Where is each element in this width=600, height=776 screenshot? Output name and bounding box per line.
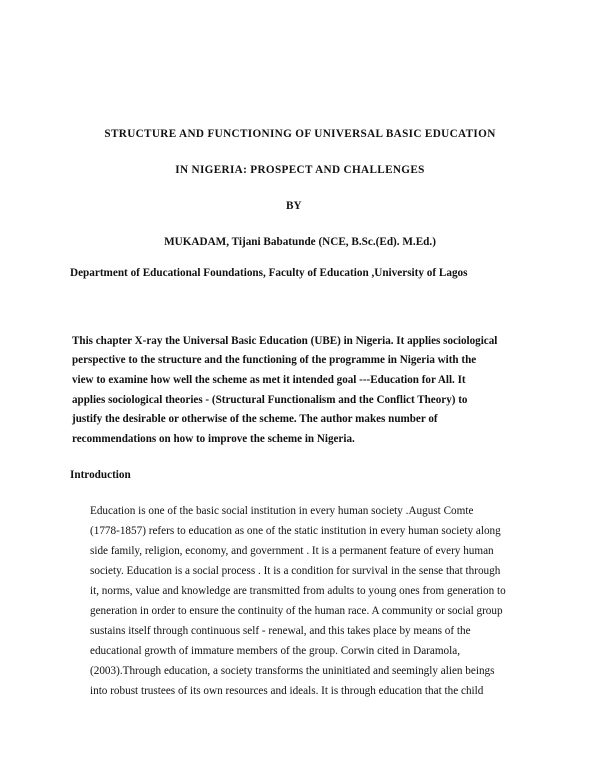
body-line: sustains itself through continuous self - renewal, and this takes place by means of the <box>90 625 471 637</box>
body-line: into robust trustees of its own resources and ideals. It is through education that the child <box>90 685 484 697</box>
section-heading: Introduction <box>70 469 131 481</box>
body-line: generation in order to ensure the continuity of the human race. A community or social group <box>90 605 503 617</box>
body-line: (1778-1857) refers to education as one of the static institution in every human society along <box>90 525 501 537</box>
author-line: MUKADAM, Tijani Babatunde (NCE, B.Sc.(Ed). M.Ed.) <box>164 236 436 248</box>
affiliation-line: Department of Educational Foundations, Faculty of Education ,University of Lagos <box>70 267 468 279</box>
body-line: educational growth of immature members of the group. Corwin cited in Daramola, <box>90 645 461 657</box>
body-line: Education is one of the basic social institution in every human society .August Comte <box>90 505 474 517</box>
body-line: side family, religion, economy, and government . It is a permanent feature of every human <box>90 545 494 557</box>
abstract-line: recommendations on how to improve the scheme in Nigeria. <box>72 433 355 445</box>
abstract-line: view to examine how well the scheme as met it intended goal ---Education for All. It <box>72 374 466 386</box>
abstract-line: applies sociological theories - (Structural Functionalism and the Conflict Theory) to <box>72 394 468 406</box>
abstract-line: perspective to the structure and the functioning of the programme in Nigeria with the <box>72 354 477 366</box>
body-line: society. Education is a social process . It is a condition for survival in the sense that through <box>90 565 501 577</box>
by-line: BY <box>286 200 302 212</box>
body-line: (2003).Through education, a society transforms the uninitiated and seemingly alien beings <box>90 665 495 677</box>
abstract-line: This chapter X-ray the Universal Basic Education (UBE) in Nigeria. It applies sociological <box>72 335 498 347</box>
title-line-1: STRUCTURE AND FUNCTIONING OF UNIVERSAL BASIC EDUCATION <box>104 128 496 140</box>
title-line-2: IN NIGERIA: PROSPECT AND CHALLENGES <box>175 164 425 176</box>
body-line: it, norms, value and knowledge are transmitted from adults to young ones from generation to <box>90 585 506 597</box>
abstract-line: justify the desirable or otherwise of the scheme. The author makes number of <box>72 413 438 425</box>
